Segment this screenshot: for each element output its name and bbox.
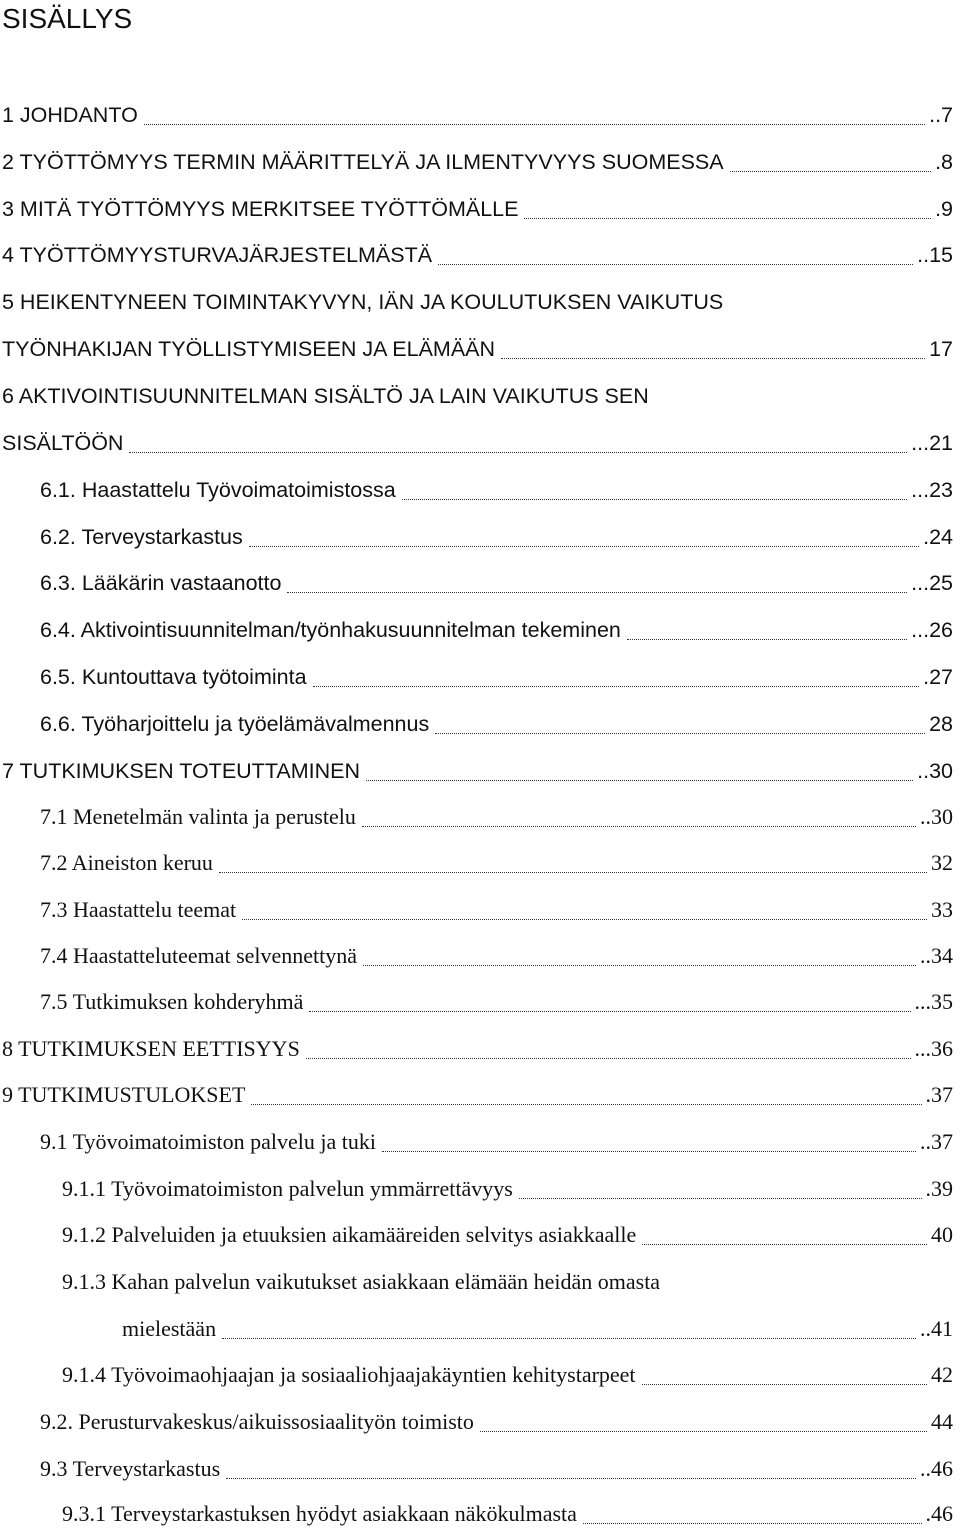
toc-entry-6-5[interactable] xyxy=(40,660,953,694)
toc-page-number: .37 xyxy=(925,1082,953,1107)
toc-entry-2[interactable] xyxy=(2,145,953,179)
toc-page-number: 33 xyxy=(931,897,953,922)
toc-label: 9 TUTKIMUSTULOKSET xyxy=(2,1082,246,1107)
toc-label: 6.3. Lääkärin vastaanotto xyxy=(40,571,282,595)
dot-leader xyxy=(243,520,923,554)
dot-leader xyxy=(474,1405,931,1439)
toc-page-number: ..37 xyxy=(920,1129,953,1154)
toc-page-number: ...26 xyxy=(911,618,953,642)
toc-entry-9-3-1[interactable] xyxy=(62,1497,953,1531)
toc-page-number: .8 xyxy=(935,150,953,174)
toc-label: 7 TUTKIMUKSEN TOTEUTTAMINEN xyxy=(2,759,360,783)
dot-leader xyxy=(636,1358,931,1392)
toc-label: 7.3 Haastattelu teemat xyxy=(40,897,237,922)
toc-label: TYÖNHAKIJAN TYÖLLISTYMISEEN JA ELÄMÄÄN xyxy=(2,337,496,361)
toc-label: 6.1. Haastattelu Työvoimatoimistossa xyxy=(40,478,396,502)
toc-entry-7-1[interactable] xyxy=(40,800,953,834)
dot-leader xyxy=(216,1312,920,1346)
toc-label: 6.2. Terveystarkastus xyxy=(40,525,243,549)
toc-page-number: 44 xyxy=(931,1409,953,1434)
toc-page-number: .9 xyxy=(935,197,953,221)
toc-page-number: 28 xyxy=(929,712,953,736)
toc-entry-9-3[interactable] xyxy=(40,1452,953,1486)
toc-entry-6-3[interactable] xyxy=(40,566,953,600)
toc-entry-7[interactable] xyxy=(2,754,953,788)
dot-leader xyxy=(518,192,935,226)
toc-entry-7-4[interactable] xyxy=(40,939,953,973)
dot-leader xyxy=(307,660,924,694)
dot-leader xyxy=(396,473,911,507)
toc-entry-6-6[interactable] xyxy=(40,707,953,741)
dot-leader xyxy=(495,332,929,366)
toc-page-number: ...25 xyxy=(911,571,953,595)
toc-label: 3 MITÄ TYÖTTÖMYYS MERKITSEE TYÖTTÖMÄLLE xyxy=(2,197,519,221)
toc-entry-7-2[interactable] xyxy=(40,846,953,880)
toc-entry-8[interactable] xyxy=(2,1032,953,1066)
toc-label: mielestään xyxy=(122,1316,217,1341)
toc-label: 9.1.1 Työvoimatoimiston palvelun ymmärrettävyys xyxy=(62,1176,513,1201)
toc-page-number: .24 xyxy=(923,525,953,549)
toc-label: 1 JOHDANTO xyxy=(2,103,138,127)
toc-label: 7.5 Tutkimuksen kohderyhmä xyxy=(40,989,304,1014)
toc-entry-6-2[interactable] xyxy=(40,520,953,554)
toc-page-number: ..7 xyxy=(929,103,953,127)
toc-page-number: .39 xyxy=(925,1176,953,1201)
toc-label: SISÄLTÖÖN xyxy=(2,431,124,455)
toc-page-number: 42 xyxy=(931,1362,953,1387)
toc-label: 2 TYÖTTÖMYYS TERMIN MÄÄRITTELYÄ JA ILMENTYVYYS SUOMESSA xyxy=(2,150,724,174)
toc-label: 8 TUTKIMUKSEN EETTISYYS xyxy=(2,1036,300,1061)
toc-page-number: 32 xyxy=(931,850,953,875)
toc-page-number: ..30 xyxy=(917,759,953,783)
toc-entry-6[interactable] xyxy=(2,426,953,460)
dot-leader xyxy=(300,1032,915,1066)
toc-label: 6.6. Työharjoittelu ja työelämävalmennus xyxy=(40,712,430,736)
dot-leader xyxy=(245,1078,925,1112)
toc-entry-5-first-line[interactable]: 5 HEIKENTYNEEN TOIMINTAKYVYN, IÄN JA KOULUTUKSEN VAIKUTUS xyxy=(2,290,724,314)
toc-page-number: ...23 xyxy=(911,478,953,502)
dot-leader xyxy=(724,145,935,179)
toc-entry-5[interactable] xyxy=(2,332,953,366)
toc-entry-9-2[interactable] xyxy=(40,1405,953,1439)
dot-leader xyxy=(303,985,914,1019)
dot-leader xyxy=(236,893,931,927)
toc-page-number: .27 xyxy=(923,665,953,689)
dot-leader xyxy=(123,426,911,460)
toc-entry-6-1[interactable] xyxy=(40,473,953,507)
page-title: SISÄLLYS xyxy=(2,3,133,34)
toc-entry-9-1-1[interactable] xyxy=(62,1172,953,1206)
toc-label: 9.1.2 Palveluiden ja etuuksien aikamääreiden selvitys asiakkaalle xyxy=(62,1222,637,1247)
dot-leader xyxy=(356,800,920,834)
toc-label: 7.2 Aineiston keruu xyxy=(40,850,213,875)
dot-leader xyxy=(213,846,931,880)
toc-entry-6-first-line[interactable]: 6 AKTIVOINTISUUNNITELMAN SISÄLTÖ JA LAIN VAIKUTUS SEN xyxy=(2,384,649,408)
toc-entry-9-1-4[interactable] xyxy=(62,1358,953,1392)
dot-leader xyxy=(357,939,920,973)
dot-leader xyxy=(138,98,929,132)
toc-page-number: ...21 xyxy=(911,431,953,455)
toc-entry-7-3[interactable] xyxy=(40,893,953,927)
dot-leader xyxy=(360,754,917,788)
toc-entry-1[interactable] xyxy=(2,98,953,132)
toc-page-number: 40 xyxy=(931,1222,953,1247)
toc-entry-9-1-2[interactable] xyxy=(62,1218,953,1252)
dot-leader xyxy=(281,566,911,600)
toc-label: 9.2. Perusturvakeskus/aikuissosiaalityön toimisto xyxy=(40,1409,474,1434)
toc-page-number: ...36 xyxy=(914,1036,953,1061)
toc-entry-4[interactable] xyxy=(2,238,953,272)
toc-page-number: ..30 xyxy=(920,804,953,829)
toc-page-number: 17 xyxy=(929,337,953,361)
toc-entry-9-1-3-first-line[interactable]: 9.1.3 Kahan palvelun vaikutukset asiakkaan elämään heidän omasta xyxy=(62,1269,661,1294)
toc-page-number: ..15 xyxy=(917,243,953,267)
toc-label: 4 TYÖTTÖMYYSTURVAJÄRJESTELMÄSTÄ xyxy=(2,243,433,267)
toc-label: 6.5. Kuntouttava työtoiminta xyxy=(40,665,307,689)
toc-page-number: ...35 xyxy=(914,989,953,1014)
toc-label: 9.1 Työvoimatoimiston palvelu ja tuki xyxy=(40,1129,376,1154)
toc-page-number: ..34 xyxy=(920,943,953,968)
toc-label: 9.3 Terveystarkastus xyxy=(40,1456,221,1481)
toc-label: 6.4. Aktivointisuunnitelman/työnhakusuunnitelman tekeminen xyxy=(40,618,621,642)
dot-leader xyxy=(621,613,911,647)
toc-label: 7.4 Haastatteluteemat selvennettynä xyxy=(40,943,358,968)
dot-leader xyxy=(432,238,917,272)
toc-page-number: ..41 xyxy=(920,1316,953,1341)
toc-label: 9.1.4 Työvoimaohjaajan ja sosiaaliohjaajakäyntien kehitystarpeet xyxy=(62,1362,636,1387)
toc-entry-9-1[interactable] xyxy=(40,1125,953,1159)
toc-entry-7-5[interactable] xyxy=(40,985,953,1019)
toc-label: 9.3.1 Terveystarkastuksen hyödyt asiakkaan näkökulmasta xyxy=(62,1501,577,1526)
toc-page-number: .46 xyxy=(925,1501,953,1526)
dot-leader xyxy=(636,1218,931,1252)
dot-leader xyxy=(577,1497,926,1531)
dot-leader xyxy=(376,1125,920,1159)
toc-entry-9-1-3[interactable] xyxy=(122,1312,953,1346)
dot-leader xyxy=(220,1452,920,1486)
dot-leader xyxy=(513,1172,926,1206)
toc-entry-6-4[interactable] xyxy=(40,613,953,647)
toc-entry-9[interactable] xyxy=(2,1078,953,1112)
toc-label: 7.1 Menetelmän valinta ja perustelu xyxy=(40,804,356,829)
dot-leader xyxy=(429,707,929,741)
toc-entry-3[interactable] xyxy=(2,192,953,226)
toc-page-number: ..46 xyxy=(920,1456,953,1481)
